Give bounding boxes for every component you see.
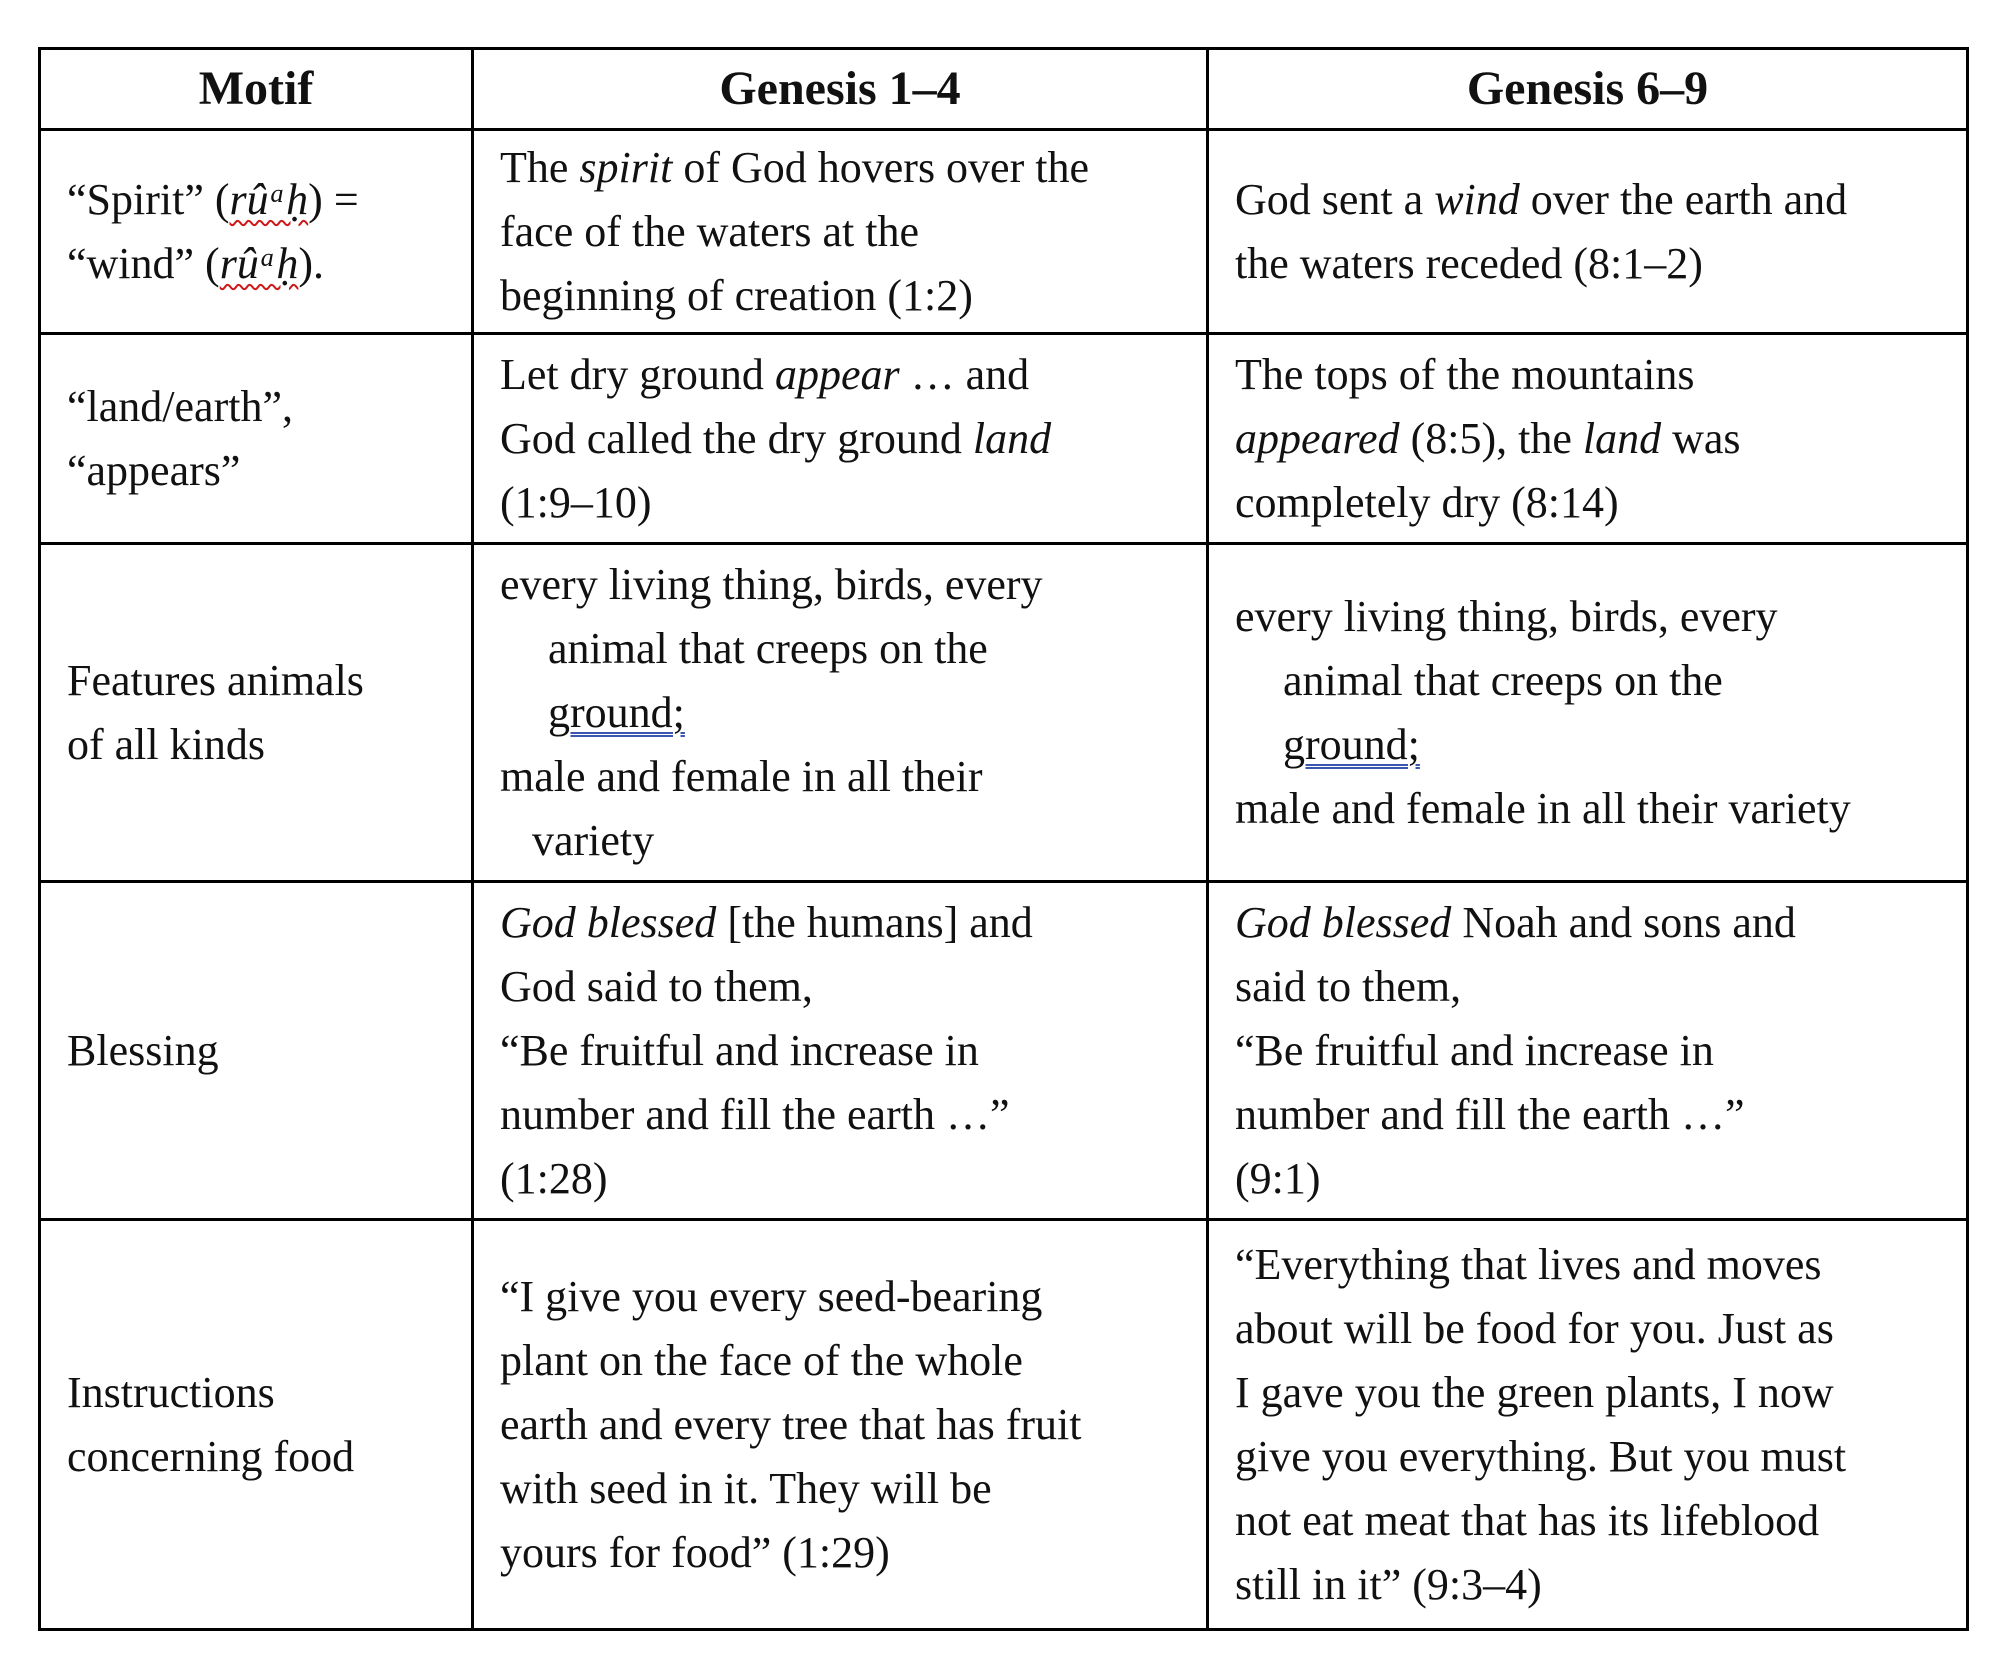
text-line: face of the waters at the bbox=[500, 206, 919, 256]
italic-term: appeared bbox=[1235, 413, 1400, 463]
text-line: concerning food bbox=[67, 1431, 355, 1481]
table-row-blessing bbox=[40, 882, 1968, 1220]
text-line: with seed in it. They will be bbox=[500, 1463, 992, 1513]
text-line bbox=[500, 407, 1184, 471]
table-row-spirit bbox=[40, 130, 1968, 334]
text-span: … and bbox=[899, 349, 1030, 399]
hebrew-term: rûᵃḥ bbox=[229, 174, 309, 224]
underlined-term: ground; bbox=[548, 687, 685, 737]
text-line bbox=[67, 168, 449, 232]
text-span: The bbox=[500, 142, 580, 192]
italic-term: God blessed bbox=[1235, 897, 1452, 947]
text-line: animal that creeps on the bbox=[548, 623, 988, 673]
text-line: every living thing, birds, every bbox=[500, 559, 1043, 609]
genesis-6-9-cell bbox=[1208, 544, 1968, 882]
genesis-6-9-cell bbox=[1208, 882, 1968, 1220]
comparison-table bbox=[38, 47, 1969, 1631]
text-line: every living thing, birds, every bbox=[1235, 591, 1778, 641]
text-line: number and fill the earth …” bbox=[500, 1089, 1010, 1139]
text-line: I gave you the green plants, I now bbox=[1235, 1367, 1834, 1417]
text-span: ) = bbox=[308, 174, 359, 224]
table-row-animals bbox=[40, 544, 1968, 882]
text-line: “I give you every seed-bearing bbox=[500, 1271, 1043, 1321]
text-line: yours for food” (1:29) bbox=[500, 1527, 890, 1577]
header-row bbox=[40, 49, 1968, 130]
text-line: about will be food for you. Just as bbox=[1235, 1303, 1834, 1353]
text-span: [the humans] and bbox=[716, 897, 1033, 947]
header-genesis-6-9: Genesis 6–9 bbox=[1208, 49, 1968, 130]
hebrew-term: rûᵃḥ bbox=[219, 238, 299, 288]
text-line: “Everything that lives and moves bbox=[1235, 1239, 1822, 1289]
genesis-1-4-cell bbox=[473, 1220, 1208, 1630]
motif-cell bbox=[40, 334, 473, 544]
text-line: Blessing bbox=[67, 1025, 219, 1075]
genesis-6-9-cell bbox=[1208, 1220, 1968, 1630]
text-line: The tops of the mountains bbox=[1235, 349, 1695, 399]
text-line bbox=[500, 891, 1184, 955]
text-span: over the earth and bbox=[1519, 174, 1848, 224]
genesis-1-4-cell bbox=[473, 882, 1208, 1220]
italic-term: wind bbox=[1434, 174, 1520, 224]
text-span: Noah and sons and bbox=[1451, 897, 1796, 947]
genesis-6-9-cell bbox=[1208, 334, 1968, 544]
text-span: God sent a bbox=[1235, 174, 1435, 224]
table-row-food bbox=[40, 1220, 1968, 1630]
italic-term: God blessed bbox=[500, 897, 717, 947]
text-line: completely dry (8:14) bbox=[1235, 477, 1619, 527]
text-line: animal that creeps on the bbox=[1283, 655, 1723, 705]
text-line: give you everything. But you must bbox=[1235, 1431, 1847, 1481]
text-line: (1:9–10) bbox=[500, 477, 652, 527]
text-line: God said to them, bbox=[500, 961, 813, 1011]
text-line: the waters receded (8:1–2) bbox=[1235, 238, 1703, 288]
motif-cell bbox=[40, 882, 473, 1220]
header-motif: Motif bbox=[40, 49, 473, 130]
text-line: earth and every tree that has fruit bbox=[500, 1399, 1082, 1449]
text-line bbox=[1235, 891, 1944, 955]
text-line bbox=[1235, 407, 1944, 471]
text-line: said to them, bbox=[1235, 961, 1462, 1011]
text-line: (9:1) bbox=[1235, 1153, 1321, 1203]
text-span: Let dry ground bbox=[500, 349, 775, 399]
italic-term: land bbox=[972, 413, 1052, 463]
text-span: of God hovers over the bbox=[672, 142, 1089, 192]
text-line: plant on the face of the whole bbox=[500, 1335, 1023, 1385]
text-line: Features animals bbox=[67, 655, 364, 705]
italic-term: appear bbox=[774, 349, 900, 399]
text-span: “Spirit” ( bbox=[67, 174, 230, 224]
text-line: “land/earth”, bbox=[67, 381, 293, 431]
text-line bbox=[500, 343, 1184, 407]
text-line bbox=[1235, 168, 1944, 232]
text-line bbox=[1235, 713, 1944, 777]
comparison-table-container bbox=[38, 47, 1966, 1625]
table-row-land bbox=[40, 334, 1968, 544]
text-span: was bbox=[1661, 413, 1741, 463]
motif-cell bbox=[40, 1220, 473, 1630]
text-line: number and fill the earth …” bbox=[1235, 1089, 1745, 1139]
text-line: “Be fruitful and increase in bbox=[1235, 1025, 1714, 1075]
text-line: Instructions bbox=[67, 1367, 275, 1417]
underlined-term: ground; bbox=[1283, 719, 1420, 769]
text-line: variety bbox=[532, 815, 655, 865]
text-span: God called the dry ground bbox=[500, 413, 973, 463]
motif-cell bbox=[40, 130, 473, 334]
italic-term: land bbox=[1582, 413, 1662, 463]
text-span: ). bbox=[298, 238, 325, 288]
text-span: “wind” ( bbox=[67, 238, 220, 288]
text-line: of all kinds bbox=[67, 719, 265, 769]
text-line bbox=[67, 232, 449, 296]
text-line: still in it” (9:3–4) bbox=[1235, 1559, 1542, 1609]
text-line: male and female in all their bbox=[500, 751, 983, 801]
text-span: (8:5), the bbox=[1399, 413, 1583, 463]
text-line: beginning of creation (1:2) bbox=[500, 270, 973, 320]
text-line: male and female in all their variety bbox=[1235, 783, 1851, 833]
text-line: (1:28) bbox=[500, 1153, 608, 1203]
header-genesis-1-4: Genesis 1–4 bbox=[473, 49, 1208, 130]
text-line: not eat meat that has its lifeblood bbox=[1235, 1495, 1820, 1545]
genesis-1-4-cell bbox=[473, 130, 1208, 334]
genesis-6-9-cell bbox=[1208, 130, 1968, 334]
italic-term: spirit bbox=[579, 142, 673, 192]
genesis-1-4-cell bbox=[473, 544, 1208, 882]
text-line bbox=[500, 681, 1184, 745]
text-line bbox=[500, 136, 1184, 200]
motif-cell bbox=[40, 544, 473, 882]
text-line: “Be fruitful and increase in bbox=[500, 1025, 979, 1075]
genesis-1-4-cell bbox=[473, 334, 1208, 544]
text-line: “appears” bbox=[67, 445, 241, 495]
